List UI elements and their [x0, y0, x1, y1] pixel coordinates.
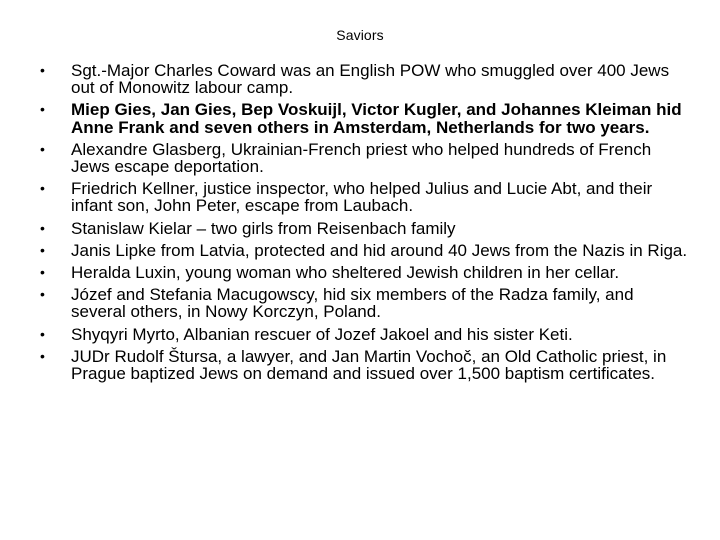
bullet-text: Miep Gies, Jan Gies, Bep Voskuijl, Victor Kugler, and Johannes Kleiman hid Anne Frank and seven others in Amsterdam, Netherlands for two years.	[71, 100, 682, 137]
bullet-icon: •	[40, 219, 45, 236]
bullet-text: Józef and Stefania Macugowscy, hid six members of the Radza family, and several others, in Nowy Korczyn, Poland.	[71, 285, 634, 322]
bullet-icon: •	[40, 180, 45, 197]
bullet-item	[40, 141, 690, 175]
bullet-icon: •	[40, 325, 45, 342]
bullet-item	[40, 326, 690, 343]
bullet-text: Alexandre Glasberg, Ukrainian-French priest who helped hundreds of French Jews escape deportation.	[71, 139, 652, 177]
bullet-text: Janis Lipke from Latvia, protected and hid around 40 Jews from the Nazis in Riga.	[71, 240, 688, 260]
bullet-item	[40, 180, 690, 214]
bullet-text: Shyqyri Myrto, Albanian rescuer of Jozef Jakoel and his sister Keti.	[71, 324, 573, 344]
bullet-list	[40, 62, 690, 387]
bullet-item	[40, 286, 690, 320]
bullet-icon: •	[40, 101, 45, 118]
bullet-item	[40, 62, 690, 96]
slide-title: Saviors	[336, 27, 384, 43]
bullet-text: Sgt.-Major Charles Coward was an English POW who smuggled over 400 Jews out of Monowitz labour camp.	[71, 61, 670, 98]
bullet-text: Heralda Luxin, young woman who sheltered Jewish children in her cellar.	[71, 263, 620, 283]
bullet-text: Stanislaw Kielar – two girls from Reisenbach family	[71, 218, 456, 238]
bullet-icon: •	[40, 286, 45, 303]
bullet-icon: •	[40, 347, 45, 364]
bullet-item	[40, 242, 690, 259]
bullet-icon: •	[40, 62, 45, 78]
bullet-icon: •	[40, 140, 45, 157]
bullet-item	[40, 348, 690, 382]
bullet-text: JUDr Rudolf Štursa, a lawyer, and Jan Martin Vochoč, an Old Catholic priest, in Prague baptized Jews on demand and issued over 1,500 baptism certificates.	[71, 346, 667, 384]
bullet-icon: •	[40, 241, 45, 258]
bullet-item	[40, 220, 690, 237]
bullet-item	[40, 264, 690, 281]
bullet-text: Friedrich Kellner, justice inspector, who helped Julius and Lucie Abt, and their infant son, John Peter, escape from Laubach.	[71, 179, 653, 216]
bullet-item	[40, 101, 690, 135]
bullet-icon: •	[40, 264, 45, 281]
